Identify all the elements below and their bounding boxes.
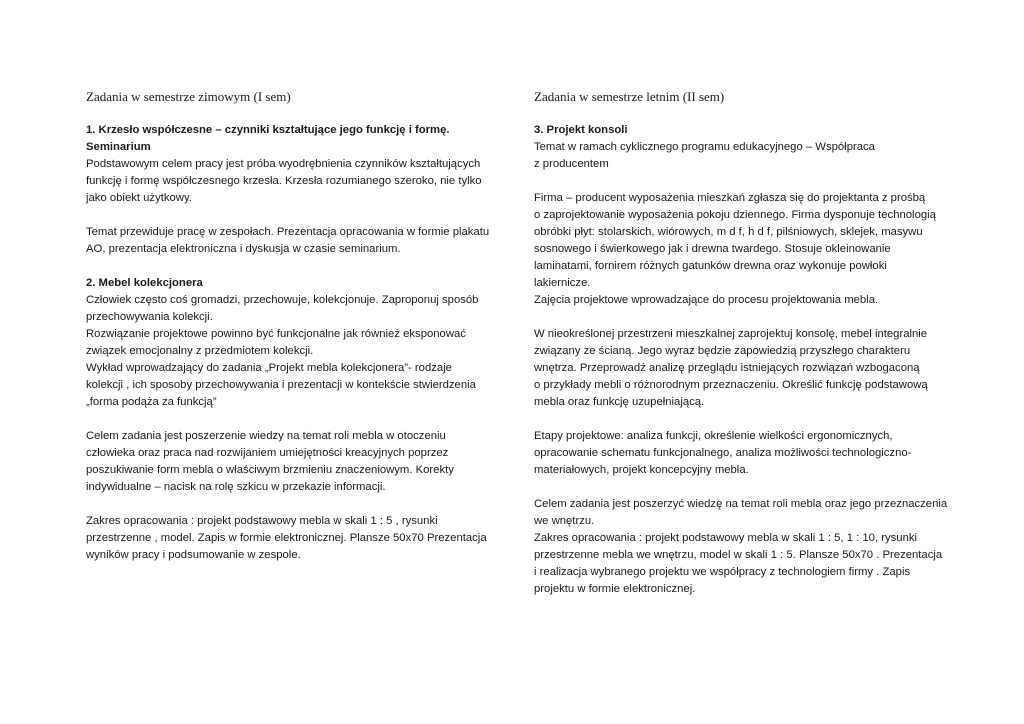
spacer	[86, 207, 506, 224]
task-2-scope-line: Zakres opracowania : projekt podstawowy mebla w skali 1 : 5 , rysunki	[86, 515, 438, 527]
task-2-goal-line: człowieka oraz praca nad rozwijaniem umiejętności kreacyjnych poprzez	[86, 447, 449, 459]
task-3-firm-line: obróbki płyt: stolarskich, wiórowych, m d f, h d f, pilśniowych, sklejek, masywu	[534, 226, 923, 238]
task-3-firm-line: sosnowego i świerkowego jak i drewna twardego. Stosuje okleinowanie	[534, 243, 891, 255]
task-2-scope-line: wyników pracy i podsumowanie w zespole.	[86, 549, 301, 561]
task-2-scope-line: przestrzenne , model. Zapis w formie elektronicznej. Plansze 50x70 Prezentacja	[86, 532, 487, 544]
task-3-heading: 3. Projekt konsoli	[534, 124, 628, 136]
task-2-desc-line: „forma podąża za funkcją”	[86, 396, 217, 408]
task-3-goal-line: i realizacja wybranego projektu we współpracy z technologiem firmy . Zapis	[534, 566, 911, 578]
task-3-stages-line: materiałowych, projekt koncepcyjny mebla.	[534, 464, 749, 476]
task-3-space-line: mebla oraz funkcję uzupełniającą.	[534, 396, 705, 408]
task-1-desc-line: Podstawowym celem pracy jest próba wyodrębnienia czynników kształtujących	[86, 158, 481, 170]
task-2	[86, 275, 506, 564]
task-2-desc-line: Wykład wprowadzający do zadania „Projekt mebla kolekcjonera”- rodzaje	[86, 362, 452, 374]
task-2-goal-line: poszukiwanie form mebla o właściwym brzmieniu znaczeniowym. Korekty	[86, 464, 454, 476]
task-3-stages-line: opracowanie schematu funkcjonalnego, analiza możliwości technologiczno-	[534, 447, 912, 459]
task-2-desc-line: kolekcji , ich sposoby przechowywania i prezentacji w kontekście stwierdzenia	[86, 379, 476, 391]
task-3-goal-line: Celem zadania jest poszerzyć wiedzę na temat roli mebla oraz jego przeznaczenia	[534, 498, 948, 510]
task-1-desc-line: funkcję i formę współczesnego krzesła. Krzesła rozumianego szeroko, nie tylko	[86, 175, 482, 187]
task-2-goal-line: Celem zadania jest poszerzenie wiedzy na temat roli mebla w otoczeniu	[86, 430, 446, 442]
task-3-firm-line: Firma – producent wyposażenia mieszkań zgłasza się do projektanta z prośbą	[534, 192, 926, 204]
task-3-space-line: wnętrza. Przeprowadź analizę przeglądu istniejących rozwiązań wzbogaconą	[534, 362, 920, 374]
spacer	[534, 309, 954, 326]
task-2-goal-line: indywidualne – nacisk na rolę szkicu w przekazie informacji.	[86, 481, 386, 493]
task-2-heading: 2. Mebel kolekcjonera	[86, 277, 203, 289]
task-1-desc-line: jako obiekt użytkowy.	[86, 192, 192, 204]
task-1	[86, 122, 506, 258]
task-1-team-line: Temat przewiduje pracę w zespołach. Prezentacja opracowania w formie plakatu	[86, 226, 490, 238]
task-3-intro-line: Temat w ramach cyklicznego programu edukacyjnego – Współpraca	[534, 141, 875, 153]
spacer	[534, 411, 954, 428]
task-3-firm-line: lakiernicze.	[534, 277, 591, 289]
spacer	[86, 258, 506, 275]
task-3-firm-line: laminatami, fornirem różnych gatunków drewna oraz wykonuje powłoki	[534, 260, 887, 272]
task-3-space-line: o przykłady mebli o różnorodnym przeznaczeniu. Określić funkcję podstawową	[534, 379, 928, 391]
task-2-desc-line: związek emocjonalny z przedmiotem kolekcji.	[86, 345, 314, 357]
spacer	[534, 479, 954, 496]
summer-semester-title: Zadania w semestrze letnim (II sem)	[534, 89, 725, 104]
spacer	[86, 496, 506, 513]
task-3-firm-line: o zaprojektowanie wyposażenia pokoju dziennego. Firma dysponuje technologią	[534, 209, 936, 221]
task-3-stages-line: Etapy projektowe: analiza funkcji, określenie wielkości ergonomicznych,	[534, 430, 893, 442]
task-2-desc-line: Człowiek często coś gromadzi, przechowuje, kolekcjonuje. Zaproponuj sposób	[86, 294, 479, 306]
task-1-subheading: Seminarium	[86, 141, 151, 153]
winter-semester-column	[86, 88, 506, 564]
task-3-intro-line: z producentem	[534, 158, 609, 170]
spacer	[534, 173, 954, 190]
task-1-heading: 1. Krzesło współczesne – czynniki kształtujące jego funkcję i formę.	[86, 124, 450, 136]
task-3	[534, 122, 954, 598]
summer-semester-column	[534, 88, 954, 598]
task-3-goal-line: Zakres opracowania : projekt podstawowy mebla w skali 1 : 5, 1 : 10, rysunki	[534, 532, 918, 544]
spacer	[86, 411, 506, 428]
task-1-team-line: AO, prezentacja elektroniczna i dyskusja w czasie seminarium.	[86, 243, 401, 255]
task-3-goal-line: projektu w formie elektronicznej.	[534, 583, 696, 595]
winter-semester-title: Zadania w semestrze zimowym (I sem)	[86, 89, 291, 104]
task-2-desc-line: przechowywania kolekcji.	[86, 311, 213, 323]
task-3-goal-line: we wnętrzu.	[534, 515, 595, 527]
task-3-space-line: związany ze ścianą. Jego wyraz będzie zapowiedzią przyszłego charakteru	[534, 345, 911, 357]
task-3-firm-line: Zajęcia projektowe wprowadzające do procesu projektowania mebla.	[534, 294, 879, 306]
task-2-desc-line: Rozwiązanie projektowe powinno być funkcjonalne jak również eksponować	[86, 328, 466, 340]
task-3-goal-line: przestrzenne mebla we wnętrzu, model w skali 1 : 5. Plansze 50x70 . Prezentacja	[534, 549, 943, 561]
task-3-space-line: W nieokreślonej przestrzeni mieszkalnej zaprojektuj konsolę, mebel integralnie	[534, 328, 928, 340]
